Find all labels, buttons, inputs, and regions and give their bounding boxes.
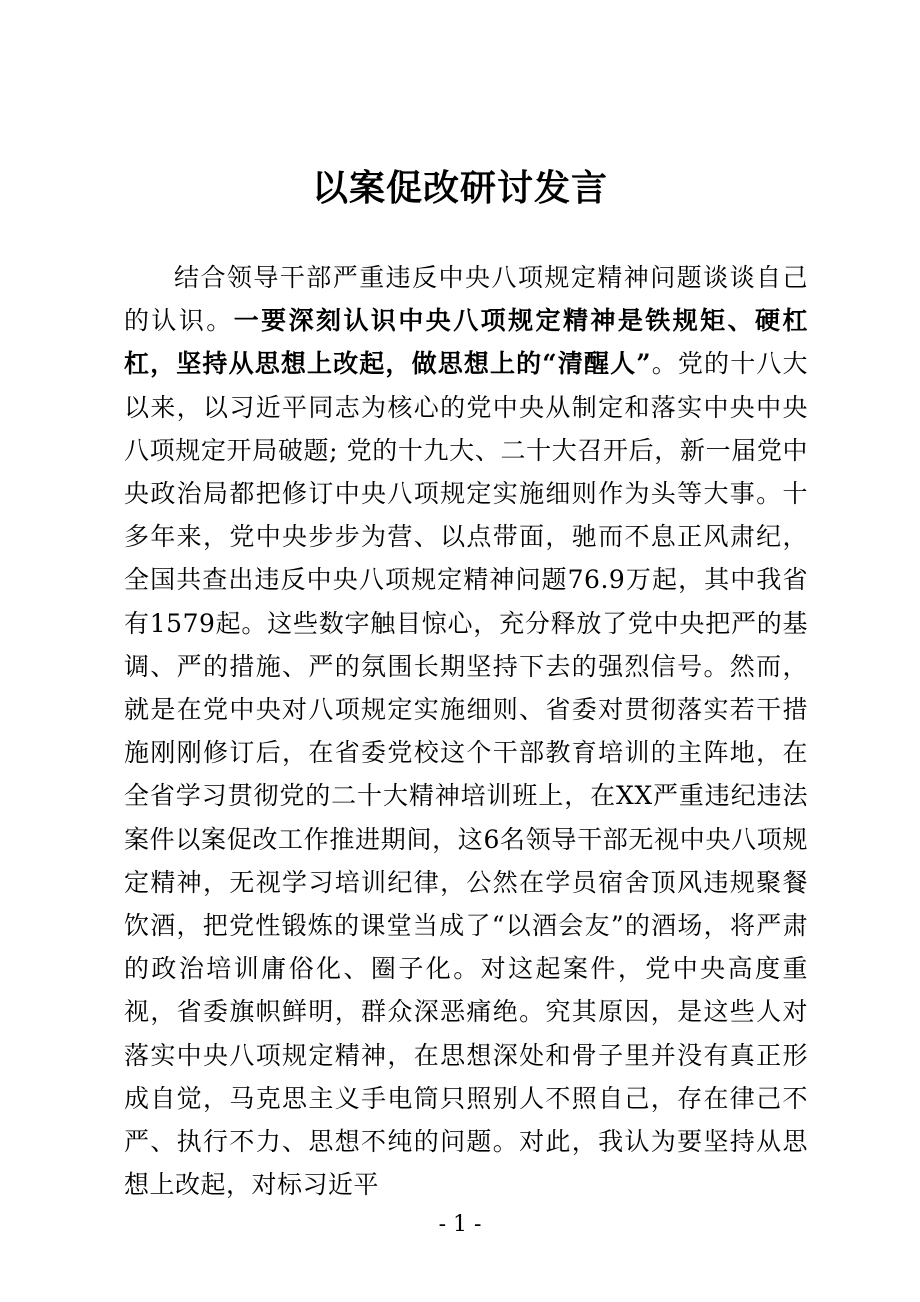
body-paragraph: [124, 256, 808, 1206]
page-number: - 1 -: [438, 1212, 482, 1237]
paragraph-body: 。党的十八大以来，以习近平同志为核心的党中央从制定和落实中央中央八项规定开局破题; 党的十九大、二十大召开后，新一届党中央政治局都把修订中央八项规定实施细则作为头等大事。十多年来，党中央步步为营、以点带面，驰而不息正风肃纪，全国共查出违反中央八项规定精神问题76.9万起，其中我省有1579起。这些数字触目惊心，充分释放了党中央把严的基调、严的措施、严的氛围长期坚持下去的强烈信号。然而，就是在党中央对八项规定实施细则、省委对贯彻落实若干措施刚刚修订后，在省委党校这个干部教育培训的主阵地，在全省学习贯彻党的二十大精神培训班上，在XX严重违纪违法案件以案促改工作推进期间，这6名领导干部无视中央八项规定精神，无视学习培训纪律，公然在学员宿舍顶风违规聚餐饮酒，把党性锻炼的课堂当成了“以酒会友”的酒场，将严肃的政治培训庸俗化、圈子化。对这起案件，党中央高度重视，省委旗帜鲜明，群众深恶痛绝。究其原因，是这些人对落实中央八项规定精神，在思想深处和骨子里并没有真正形成自觉，马克思主义手电筒只照别人不照自己，存在律己不严、执行不力、思想不纯的问题。对此，我认为要坚持从思想上改起，对标习近平: [124, 349, 808, 1200]
document-title: 以案促改研讨发言: [311, 168, 608, 209]
paragraph-bold-heading: 一要深刻认识中央八项规定精神是铁规矩、硬杠杠，坚持从思想上改起，做思想上的“清醒人”: [124, 306, 808, 379]
paragraph-intro: 结合领导干部严重违反中央八项规定精神问题谈谈自己的认识。: [124, 263, 808, 336]
